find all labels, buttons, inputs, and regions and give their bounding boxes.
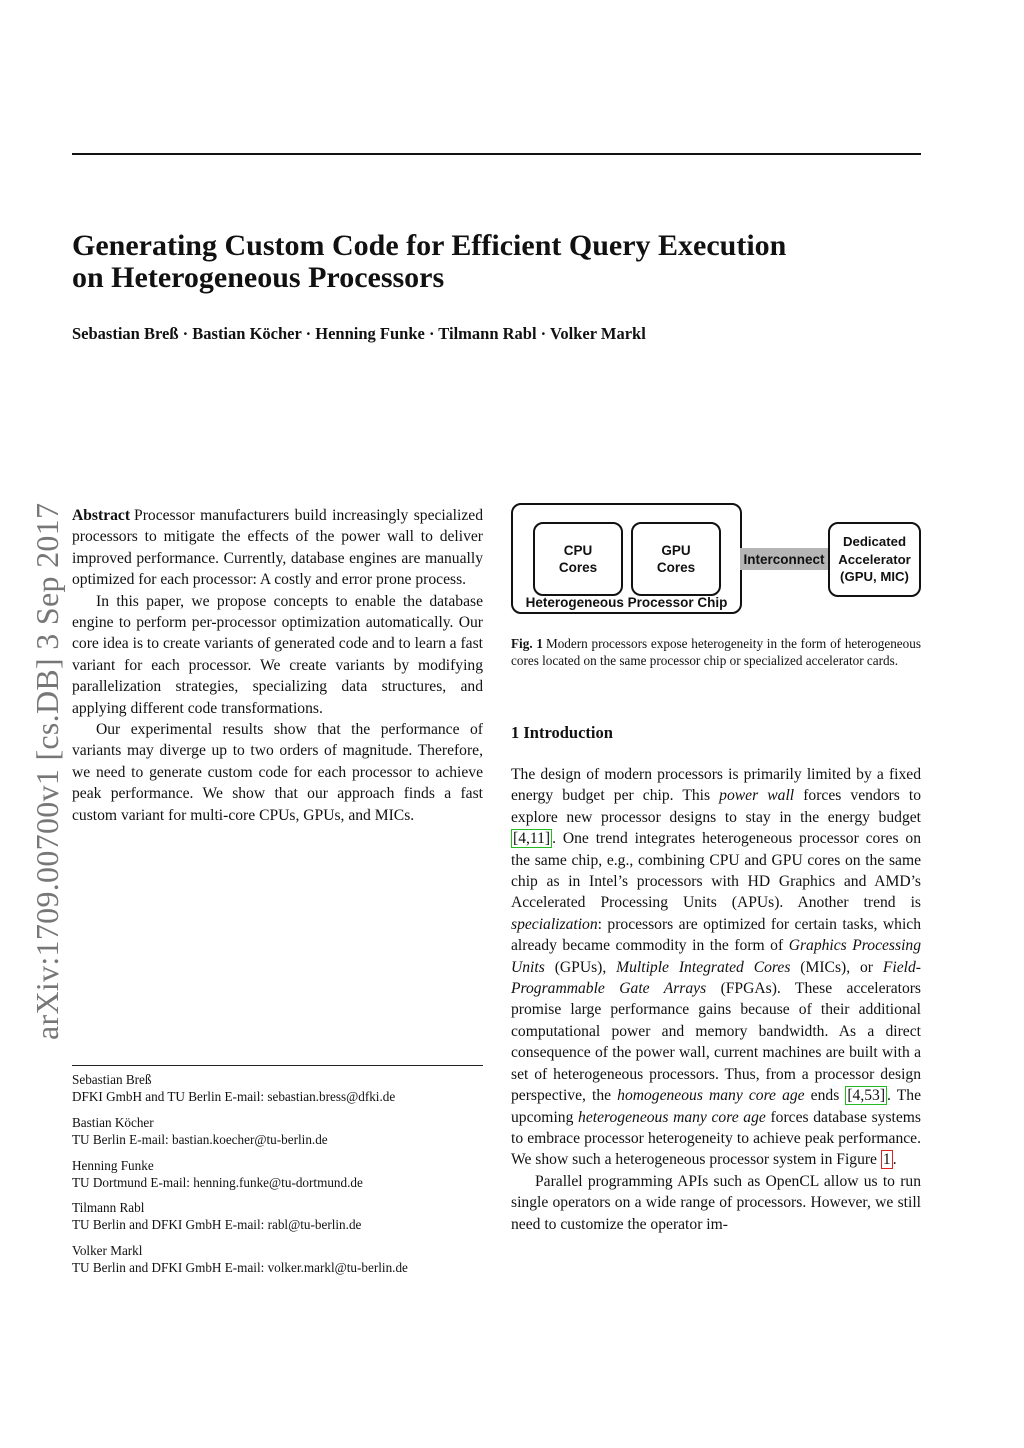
section-heading-introduction: 1 Introduction	[511, 723, 613, 742]
affiliation-name: Volker Markl	[72, 1243, 143, 1258]
affiliation-2	[72, 1114, 483, 1148]
title-line-2: on Heterogeneous Processors	[72, 261, 445, 294]
citation-link[interactable]: [4,53]	[847, 1087, 886, 1105]
affiliation-info: TU Berlin E-mail: bastian.koecher@tu-berlin.de	[72, 1132, 328, 1147]
intro-text: (FPGAs). These accelerators promise large performance gains because of their additional computational power and memory bandwidth. As a direct consequence of the power wall, current machines are built with a set of heterogeneous processors. Thus, from a processor design perspective, the	[511, 980, 922, 1105]
cpu-label: CPU	[563, 543, 593, 558]
affiliation-name: Tilmann Rabl	[72, 1200, 145, 1215]
intro-emphasis: homogeneous many core age	[617, 1087, 805, 1105]
abstract	[72, 505, 483, 826]
abstract-paragraph-2: In this paper, we propose concepts to enable the database engine to perform per-processor optimization automatically. Our core idea is to create variants of generated code and to learn a fast variant for each processor. We create variants by modifying parallelization strategies, specializing data structures, and applying different code transformations.	[72, 592, 483, 717]
intro-text: (GPUs),	[544, 958, 617, 976]
intro-text: forces database systems to embrace processor heterogeneity to achieve peak performance. We show such a heterogeneous processor system in Figure	[511, 1108, 921, 1169]
author-list: Sebastian Breß · Bastian Köcher · Henning Funke · Tilmann Rabl · Volker Markl	[72, 324, 646, 343]
affiliation-1	[72, 1071, 483, 1105]
affiliation-name: Sebastian Breß	[72, 1072, 152, 1087]
gpu-cores-label: Cores	[656, 560, 696, 575]
abstract-paragraph-3: Our experimental results show that the performance of variants may diverge up to two orders of magnitude. Therefore, we need to generate custom code for each processor to achieve peak performance. We show that our approach finds a fast custom variant for multi-core CPUs, GPUs, and MICs.	[72, 721, 483, 824]
footnote-rule	[72, 1065, 483, 1066]
intro-text: forces vendors to explore new processor designs to stay in the energy budget	[511, 787, 922, 826]
accel-line-1: Dedicated	[842, 534, 906, 550]
caption-text: Modern processors expose heterogeneity in the form of heterogeneous cores located on the same processor chip or specialized accelerator cards.	[511, 636, 921, 668]
affiliation-5	[72, 1242, 483, 1276]
affiliation-4	[72, 1199, 483, 1233]
accel-line-2: Accelerator	[838, 551, 911, 567]
figure-reference-link[interactable]: 1	[882, 1151, 891, 1169]
chip-label: Heterogeneous Processor Chip	[525, 595, 728, 610]
top-rule	[72, 153, 921, 155]
affiliation-info: TU Berlin and DFKI GmbH E-mail: rabl@tu-berlin.de	[72, 1217, 362, 1232]
affiliation-info: DFKI GmbH and TU Berlin E-mail: sebastian.bress@dfki.de	[72, 1089, 396, 1104]
affiliation-info: TU Berlin and DFKI GmbH E-mail: volker.markl@tu-berlin.de	[72, 1260, 408, 1275]
affiliation-name: Bastian Köcher	[72, 1115, 154, 1130]
intro-emphasis: Graphics Processing Units	[511, 937, 921, 976]
intro-emphasis: heterogeneous many core age	[578, 1108, 766, 1126]
gpu-cores-box	[631, 522, 721, 596]
intro-paragraph-1	[511, 764, 921, 1171]
intro-emphasis: specialization	[511, 915, 598, 933]
arxiv-side-label: arXiv:1709.00700v1 [cs.DB] 3 Sep 2017	[29, 502, 65, 1040]
abstract-heading: Abstract	[72, 507, 131, 524]
affiliation-info: TU Dortmund E-mail: henning.funke@tu-dortmund.de	[72, 1175, 363, 1190]
cpu-cores-box	[533, 522, 623, 596]
affiliation-3	[72, 1157, 483, 1191]
intro-emphasis: Field-Programmable Gate Arrays	[511, 958, 921, 998]
figure-1-caption	[511, 635, 921, 669]
caption-label: Fig. 1	[511, 636, 543, 651]
heterogeneous-chip-box	[511, 503, 742, 614]
interconnect-bar: Interconnect	[740, 548, 828, 570]
cpu-cores-label: Cores	[558, 560, 598, 575]
intro-emphasis: Multiple Integrated Cores	[616, 958, 791, 976]
abstract-paragraph-1	[72, 505, 483, 591]
gpu-label: GPU	[661, 543, 691, 558]
intro-text: . One trend integrates heterogeneous processor cores on the same chip, e.g., combining CPU and GPU cores on the same chip as in Intel’s processors with HD Graphics and AMD’s Accelerated Processing Units (APUs). Another trend is	[511, 830, 921, 912]
intro-text: .	[892, 1151, 897, 1169]
introduction-body	[511, 764, 921, 1235]
intro-text: (MICs), or	[790, 958, 883, 976]
citation-link[interactable]: [4,11]	[513, 830, 551, 848]
paper-title	[72, 230, 932, 294]
title-line-1: Generating Custom Code for Efficient Query Execution	[72, 229, 787, 262]
intro-text: . The upcoming	[511, 1087, 921, 1126]
intro-text: ends	[804, 1087, 846, 1105]
accel-line-3: (GPU, MIC)	[840, 569, 909, 585]
figure-1-diagram	[511, 503, 923, 615]
intro-text: The design of modern processors is primarily limited by a fixed energy budget per chip. This	[511, 766, 921, 805]
abstract-text-1: Processor manufacturers build increasingly specialized processors to mitigate the effects of the power wall to deliver improved performance. Currently, database engines are manually optimized for each processor: A costly and error prone process.	[72, 507, 483, 589]
accelerator-box	[828, 522, 921, 597]
intro-paragraph-2: Parallel programming APIs such as OpenCL allow us to run single operators on a wide range of processors. However, we still need to customize the operator im-	[511, 1172, 921, 1233]
intro-emphasis: power wall	[719, 787, 795, 805]
intro-text: : processors are optimized for certain tasks, which already became commodity in the form of	[511, 915, 921, 955]
affiliation-name: Henning Funke	[72, 1158, 154, 1173]
